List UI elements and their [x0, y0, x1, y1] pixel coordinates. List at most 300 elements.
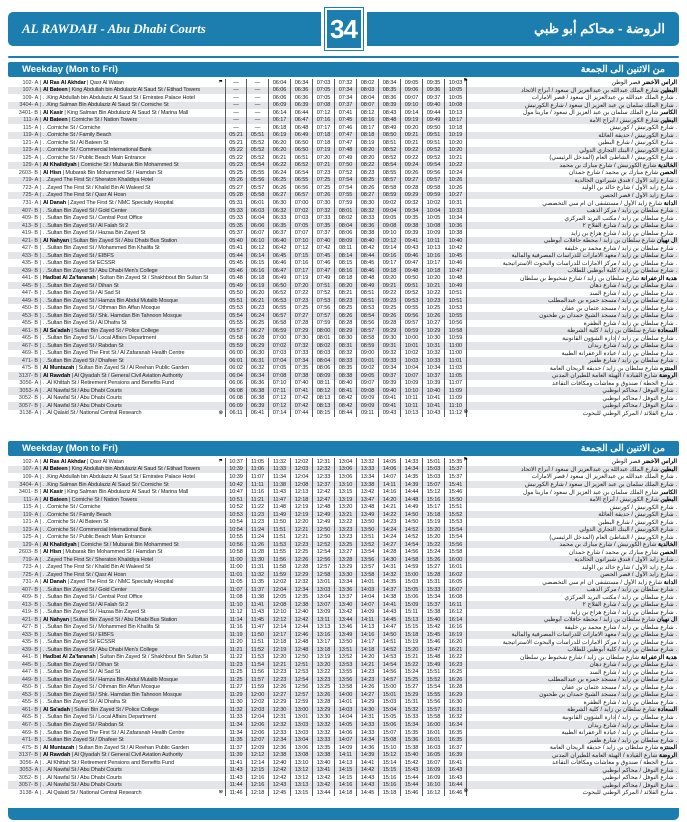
time-cell: 09:07: [357, 380, 379, 388]
time-cell: 07:03: [269, 350, 291, 358]
stop-name: Al Hisn | Mubarak Bin Mohammed St / Hamdan St: [43, 169, 163, 176]
time-cell: 07:53: [313, 297, 335, 305]
table-row: [8, 320, 679, 328]
time-cell: 09:53: [401, 297, 423, 305]
time-cell: 07:52: [313, 289, 335, 297]
stop-name: . .Al Qalaid St / National Central Research ⊗: [43, 789, 223, 796]
stop-name: . .Corniche St / Corniche: [43, 504, 101, 511]
time-cell: 10:47: [225, 488, 247, 496]
stop-name-arabic: البطين شارع الكورنيش / أبراج الأمة: [589, 497, 677, 504]
flag-icon: ⚑: [463, 78, 468, 84]
time-cell: 15:18: [423, 511, 445, 519]
time-cell: 09:06: [401, 87, 423, 95]
time-cell: 09:11: [357, 410, 379, 418]
time-cell: 11:30: [247, 556, 269, 564]
stop-name-arabic: . شارع سلطان بن زايد / مسجد حمزه بن عبدالمطلب: [547, 677, 677, 684]
time-cell: 09:25: [379, 304, 401, 312]
time-cell: 11:11: [247, 481, 269, 489]
time-cell: 05:40: [225, 237, 247, 245]
time-cell: 12:53: [291, 669, 313, 677]
time-cell: 12:42: [313, 488, 335, 496]
time-cell: 15:57: [423, 706, 445, 714]
time-cell: 15:27: [401, 684, 423, 692]
stop-code: 719- A |: [22, 177, 41, 184]
time-cell: 11:28: [247, 548, 269, 556]
timetable-body: [8, 458, 679, 796]
time-cell: 06:11: [225, 410, 247, 418]
table-row: [8, 533, 679, 541]
time-cell: 06:55: [291, 177, 313, 185]
stop-name-arabic: الحصن شارع مبارك بن محمد / شارع حمدان: [568, 549, 677, 556]
time-cell: 11:43: [225, 766, 247, 774]
time-cell: 06:34: [291, 79, 313, 87]
stop-name-arabic: . شارع سلطان بن زايد / معهد الامارات للدراسات المصرفية والمالية: [511, 253, 677, 260]
time-cell: 07:20: [313, 154, 335, 162]
stop-name: . .Sultan Bin Zayed St / Local Affairs Department: [43, 335, 157, 342]
time-cell: 10:27: [423, 320, 445, 328]
time-cell: 11:07: [247, 473, 269, 481]
stop-name-arabic: . شارع الكورنيش / حديقة العائلة: [598, 132, 677, 139]
time-cell: 13:25: [313, 684, 335, 692]
time-cell: —: [225, 117, 247, 125]
stop-name: . .Sultan Bin Zayed The First St / Al Zafaranah Health Centre: [43, 350, 185, 357]
time-cell: 12:16: [247, 781, 269, 789]
time-cell: 06:06: [247, 222, 269, 230]
stop-code: 119- A |: [22, 511, 41, 518]
time-cell: 15:41: [445, 481, 467, 489]
table-row: [8, 511, 679, 519]
time-cell: 06:27: [269, 192, 291, 200]
time-cell: 07:49: [313, 274, 335, 282]
time-cell: —: [225, 109, 247, 117]
time-cell: 15:19: [423, 518, 445, 526]
time-cell: 11:55: [269, 548, 291, 556]
table-row: [8, 609, 679, 617]
time-cell: 07:59: [335, 199, 357, 207]
time-cell: 14:35: [379, 578, 401, 586]
stop-area: Al Kasir: [43, 109, 63, 116]
time-cell: 11:32: [247, 571, 269, 579]
time-cell: 10:03 ⚑: [445, 79, 467, 87]
stop-code: 129- A |: [22, 541, 41, 548]
time-cell: 15:52: [445, 511, 467, 519]
time-cell: 12:20: [291, 518, 313, 526]
time-cell: 12:30: [269, 706, 291, 714]
time-cell: 07:17: [313, 124, 335, 132]
stop-name-arabic: . شارع الكورنيش / البنك التجاري الدولي: [579, 527, 677, 534]
time-cell: 06:36: [291, 94, 313, 102]
table-row: [8, 699, 679, 707]
time-cell: 08:01: [335, 207, 357, 215]
table-row: [8, 237, 679, 245]
time-cell: 15:48: [423, 654, 445, 662]
time-cell: 09:40: [379, 387, 401, 395]
time-cell: 10:33: [423, 357, 445, 365]
time-cell: 16:22: [445, 654, 467, 662]
time-cell: 12:05: [269, 593, 291, 601]
stop-name-arabic: . شارع النوفل / محاكم ابوظبي: [602, 388, 677, 395]
time-cell: 11:10: [445, 402, 467, 410]
time-cell: 10:53: [225, 511, 247, 519]
stop-name: . .Sultan Bin Zayed St / Central Post Office: [43, 594, 143, 601]
time-cell: 14:16: [379, 488, 401, 496]
table-row: [8, 601, 679, 609]
time-cell: 11:59: [247, 684, 269, 692]
section-header: [8, 62, 679, 77]
stop-code: 3052- B |: [18, 395, 41, 402]
time-cell: 12:21: [291, 533, 313, 541]
stop-area: Al Bateen: [43, 87, 68, 94]
stop-code: 439- B |: [21, 267, 41, 274]
time-cell: 16:20: [445, 639, 467, 647]
time-cell: 11:05: [225, 578, 247, 586]
time-cell: 06:18: [247, 274, 269, 282]
stop-code: 471- B |: [21, 357, 41, 364]
time-cell: 10:01: [401, 342, 423, 350]
time-cell: 09:38: [401, 222, 423, 230]
time-cell: 15:33: [401, 714, 423, 722]
time-cell: 13:18: [313, 646, 335, 654]
stop-name: . .Sultan Bin Zayed St / Hazaa Bin Zayed St: [43, 230, 146, 237]
time-cell: 09:56: [401, 312, 423, 320]
footer-bar: [8, 808, 679, 820]
timetable-section-afternoon: [8, 441, 679, 796]
stop-name-arabic: . شارع سلطان بن زايد / عيادة الزعفرانة الطبية: [561, 730, 677, 737]
stop-code: 449- B |: [21, 297, 41, 304]
time-cell: 10:05: [445, 94, 467, 102]
time-cell: 11:37: [225, 744, 247, 752]
stop-name-arabic: البطين شارع الملك عبدالله بن عبدالعزيز آل سعود / أبراج الاتحاد: [520, 466, 677, 473]
time-cell: 09:34: [401, 207, 423, 215]
time-cell: 06:22: [269, 162, 291, 170]
table-row: [8, 729, 679, 737]
stop-area: Al Rawdah: [43, 752, 71, 759]
time-cell: 09:29: [379, 327, 401, 335]
stop-area-arabic: هدبة الزعفرانة: [640, 275, 677, 282]
time-cell: 10:51: [445, 297, 467, 305]
time-cell: 12:14: [269, 624, 291, 632]
time-cell: 11:52: [247, 646, 269, 654]
time-cell: 06:21: [269, 154, 291, 162]
time-cell: 14:43: [379, 609, 401, 617]
stop-code: 441- B |: [21, 275, 41, 282]
time-cell: 06:40: [269, 237, 291, 245]
time-cell: 07:22: [291, 289, 313, 297]
stop-name-arabic: . شارع سلطان بن زايد / مكتب البريد المركزي: [564, 594, 677, 601]
stop-name-arabic: . شارع النوفل / محاكم ابوظبي: [602, 767, 677, 774]
time-cell: 07:48: [335, 147, 357, 155]
time-cell: 16:35: [445, 736, 467, 744]
time-cell: 13:25: [335, 541, 357, 549]
time-cell: 07:26: [313, 192, 335, 200]
time-cell: 09:12: [379, 237, 401, 245]
time-cell: 10:48: [445, 274, 467, 282]
time-cell: 09:41: [379, 395, 401, 403]
time-cell: 16:37: [445, 744, 467, 752]
time-cell: 06:19: [247, 282, 269, 290]
time-cell: 09:37: [423, 94, 445, 102]
time-cell: 14:51: [379, 639, 401, 647]
stop-name-arabic: . شارع سلطان بن زايد / مركز الامارات للدراسات والبحوث الاستراتيجية: [502, 260, 677, 267]
time-cell: 14:21: [379, 503, 401, 511]
stop-area-arabic: البطين: [660, 87, 677, 94]
time-cell: 09:14: [379, 244, 401, 252]
time-cell: 10:18: [423, 267, 445, 275]
time-cell: 14:43: [357, 774, 379, 782]
stop-code: 475- B |: [21, 744, 41, 751]
time-cell: 14:31: [379, 563, 401, 571]
stop-code: 102- A |: [22, 79, 41, 86]
table-row: [8, 654, 679, 662]
time-cell: 08:21: [335, 289, 357, 297]
stop-name-arabic: . شارع سلطان بن زايد / مسجد عثمان بن عفان: [561, 684, 677, 691]
time-cell: 10:40: [423, 387, 445, 395]
time-cell: 12:19: [291, 511, 313, 519]
stop-code: 719- A |: [22, 556, 41, 563]
stop-area: Al Bateen: [43, 117, 68, 124]
time-cell: 09:10: [379, 229, 401, 237]
time-cell: 12:21: [269, 661, 291, 669]
time-cell: 10:34: [445, 214, 467, 222]
time-cell: 10:29: [423, 327, 445, 335]
time-cell: 13:49: [357, 511, 379, 519]
stop-code: 3138- A |: [19, 410, 41, 417]
time-cell: 11:59: [269, 571, 291, 579]
time-cell: 05:44: [225, 252, 247, 260]
time-cell: 09:18: [379, 267, 401, 275]
time-cell: 11:23: [247, 511, 269, 519]
stop-code: 111- A |: [23, 496, 41, 503]
time-cell: 10:52: [225, 503, 247, 511]
time-cell: 13:29: [335, 563, 357, 571]
stop-code: 419- B |: [21, 230, 41, 237]
time-cell: 06:15: [247, 259, 269, 267]
time-cell: 13:03: [291, 729, 313, 737]
stop-name: . .Sultan Bin Zayed St / Rabdan St: [43, 722, 124, 728]
time-cell: 13:03: [313, 586, 335, 594]
flag-icon: ⚑: [218, 458, 223, 465]
time-cell: 09:04: [379, 207, 401, 215]
time-cell: 12:09: [247, 744, 269, 752]
time-cell: 09:44: [423, 109, 445, 117]
stop-code: 419- B |: [21, 609, 41, 616]
time-cell: 07:25: [313, 184, 335, 192]
time-cell: —: [225, 124, 247, 132]
time-cell: 12:04: [291, 473, 313, 481]
time-cell: 08:20: [357, 147, 379, 155]
table-row: [8, 706, 679, 714]
time-cell: 15:46: [445, 488, 467, 496]
stop-area: Al Ras Al Akhdar: [43, 79, 86, 86]
time-cell: 10:33: [445, 207, 467, 215]
stop-name-arabic: . شارع سلطان بن زايد / مسجد الشيخ حمدان بن طحنون: [539, 692, 677, 699]
time-cell: 08:57: [357, 327, 379, 335]
stop-name: . .Sultan Bin Zayed St / EIBFS: [43, 631, 114, 638]
time-cell: 11:21: [247, 496, 269, 504]
time-cell: 15:03: [423, 466, 445, 474]
time-cell: 06:20: [269, 139, 291, 147]
stop-name-arabic: . شارع الكورنيش / شارع البطين: [598, 519, 677, 526]
time-cell: 13:49: [335, 631, 357, 639]
time-cell: 08:30: [335, 335, 357, 343]
time-cell: 09:23: [379, 297, 401, 305]
route-title-en-band: [8, 12, 321, 46]
time-cell: 08:09: [313, 372, 335, 380]
stop-area: Hadbat Al Za'faranah: [43, 275, 96, 282]
time-cell: 16:21: [445, 646, 467, 654]
time-cell: 12:33: [313, 473, 335, 481]
time-cell: 14:23: [357, 669, 379, 677]
time-cell: 05:48: [225, 274, 247, 282]
time-cell: 10:26: [445, 184, 467, 192]
route-header: [8, 8, 679, 50]
time-cell: 07:04: [269, 357, 291, 365]
table-row: [8, 691, 679, 699]
table-row: [8, 124, 679, 132]
time-cell: 08:32: [357, 207, 379, 215]
time-cell: 06:55: [269, 304, 291, 312]
time-cell: 14:32: [379, 571, 401, 579]
time-cell: 13:50: [335, 639, 357, 647]
time-cell: 08:20: [357, 154, 379, 162]
time-cell: 12:27: [269, 691, 291, 699]
stop-name-arabic: . شارع سلطان بن زايد / إدارة الشؤون القانونية: [562, 335, 677, 342]
time-cell: 11:54: [247, 661, 269, 669]
stop-name-arabic: الخالدية شارع الكورنيش / شارع مبارك بن محمد: [559, 542, 677, 549]
time-cell: 16:43: [445, 766, 467, 774]
time-cell: 13:40: [313, 759, 335, 767]
time-cell: 05:51: [225, 297, 247, 305]
time-cell: 06:28: [247, 335, 269, 343]
time-cell: 12:10: [269, 609, 291, 617]
time-cell: 09:26: [401, 169, 423, 177]
time-cell: 12:19: [291, 503, 313, 511]
time-cell: 10:05: [423, 214, 445, 222]
stop-name: . .Al Khittah St / Retirement Pensions and Benefits Fund: [43, 380, 175, 387]
time-cell: 10:45: [445, 252, 467, 260]
time-cell: 11:09: [445, 387, 467, 395]
time-cell: 13:12: [291, 766, 313, 774]
time-cell: 10:02: [423, 199, 445, 207]
time-cell: 05:45: [225, 259, 247, 267]
table-row: [8, 162, 679, 170]
table-row: [8, 766, 679, 774]
time-cell: 12:49: [313, 518, 335, 526]
time-cell: 12:45: [269, 789, 291, 797]
time-cell: 08:11: [313, 380, 335, 388]
time-cell: 06:07: [247, 229, 269, 237]
time-cell: 08:22: [357, 162, 379, 170]
time-cell: 14:11: [335, 751, 357, 759]
time-cell: 10:36: [445, 222, 467, 230]
time-cell: 11:30: [225, 699, 247, 707]
stop-name: . .Sultan Bin Zayed St / Al Sad St: [43, 669, 121, 676]
stop-code: 115- A |: [22, 504, 41, 511]
time-cell: 07:49: [335, 154, 357, 162]
time-cell: 14:13: [335, 759, 357, 767]
time-cell: 12:40: [269, 759, 291, 767]
time-cell: 14:06: [335, 729, 357, 737]
time-cell: 14:11: [379, 481, 401, 489]
time-cell: 09:35: [423, 79, 445, 87]
time-cell: 05:57: [247, 184, 269, 192]
time-cell: 05:52: [247, 139, 269, 147]
time-cell: 13:22: [335, 518, 357, 526]
time-cell: 10:26: [423, 312, 445, 320]
stop-name: . .Sultan Bin Zayed St / Dhafeer St: [43, 737, 124, 744]
table-row: [8, 244, 679, 252]
stop-name-arabic: . شارع سلطان بن زايد / شارع الفلاح ٢: [582, 602, 677, 609]
stop-name-arabic: . شارع سلطان بن زايد / شارع دهان: [589, 662, 677, 669]
time-cell: 15:46: [423, 639, 445, 647]
stop-code: 731- A |: [22, 200, 41, 206]
stop-code: 3056- A |: [19, 380, 41, 387]
time-cell: 14:09: [335, 744, 357, 752]
stop-name: . .Zayed The First St / Qasr Al Hosn: [43, 192, 127, 199]
stop-name-arabic: . شارع سلطان بن زايد / شارع ظفير: [588, 358, 677, 365]
time-cell: 12:49: [313, 511, 335, 519]
time-cell: 12:12: [247, 751, 269, 759]
time-cell: 10:30: [423, 335, 445, 343]
stop-name: Hadbat Al Za'faranah | Sultan Bin Zayed St / Shakhbout Bin Sultan St: [43, 275, 209, 282]
time-cell: 07:41: [291, 387, 313, 395]
time-cell: 10:10: [401, 387, 423, 395]
time-cell: 07:18: [313, 132, 335, 140]
time-cell: 12:23: [291, 541, 313, 549]
time-cell: 14:52: [401, 533, 423, 541]
time-cell: 08:49: [379, 124, 401, 132]
time-cell: 11:53: [247, 654, 269, 662]
stop-name-arabic: الروضة شارع القيادة / الهيئة العامة للطيران المدني: [551, 373, 677, 380]
stop-area-arabic: هدبة الزعفرانة: [640, 654, 677, 661]
stop-name: Al Nahyan | Sultan Bin Zayed St / Abu Dhabi Bus Station: [43, 237, 178, 244]
stop-code: 731- A |: [22, 579, 41, 586]
time-cell: 14:33: [401, 458, 423, 466]
stop-name: . .Corniche St / Corniche: [43, 124, 101, 131]
time-cell: 06:57: [291, 192, 313, 200]
time-cell: 14:56: [401, 548, 423, 556]
time-cell: 14:56: [379, 669, 401, 677]
stop-name: . .Sultan Bin Zayed St / Mohammed Bin Khalifa St: [43, 624, 160, 631]
stop-name: . .Al Nawfal St / Abu Dhabi Courts: [43, 395, 122, 402]
time-cell: 06:09: [225, 402, 247, 410]
time-cell: 07:28: [291, 320, 313, 328]
time-cell: 14:30: [357, 706, 379, 714]
stop-name-arabic: . شارع سلطان بن زايد / شارع الظفرة: [583, 320, 677, 327]
stop-code: 123- A |: [22, 147, 41, 154]
time-cell: 13:42: [313, 774, 335, 782]
time-cell: 07:40: [313, 237, 335, 245]
stop-name: . .Corniche St / Public Beach Main Entrance: [43, 534, 146, 541]
time-cell: 12:42: [291, 616, 313, 624]
time-cell: 15:05: [379, 714, 401, 722]
time-cell: 08:26: [335, 312, 357, 320]
stop-name-arabic: الكاسر شارع الملك سلمان بن عبد العزيز آل سعود / مارينا مول: [522, 110, 677, 117]
stop-code: 2603- B |: [18, 169, 41, 176]
time-cell: 08:18: [335, 274, 357, 282]
table-row: [8, 252, 679, 260]
time-cell: 13:06: [335, 473, 357, 481]
stop-name: . .Al Nawfal St / Abu Dhabi Courts: [43, 767, 122, 774]
table-row: [8, 563, 679, 571]
stop-area-arabic: الروضة: [658, 752, 677, 759]
time-cell: 11:43: [225, 774, 247, 782]
time-cell: 07:16: [291, 259, 313, 267]
stop-name-arabic: . شارع سلطان بن زايد / شارع دهان: [589, 283, 677, 290]
time-cell: 12:12: [269, 616, 291, 624]
stop-name-arabic: . شارع سلطان بن زايد / شارع هزاع بن زايد: [570, 230, 677, 237]
time-cell: 11:50: [269, 518, 291, 526]
